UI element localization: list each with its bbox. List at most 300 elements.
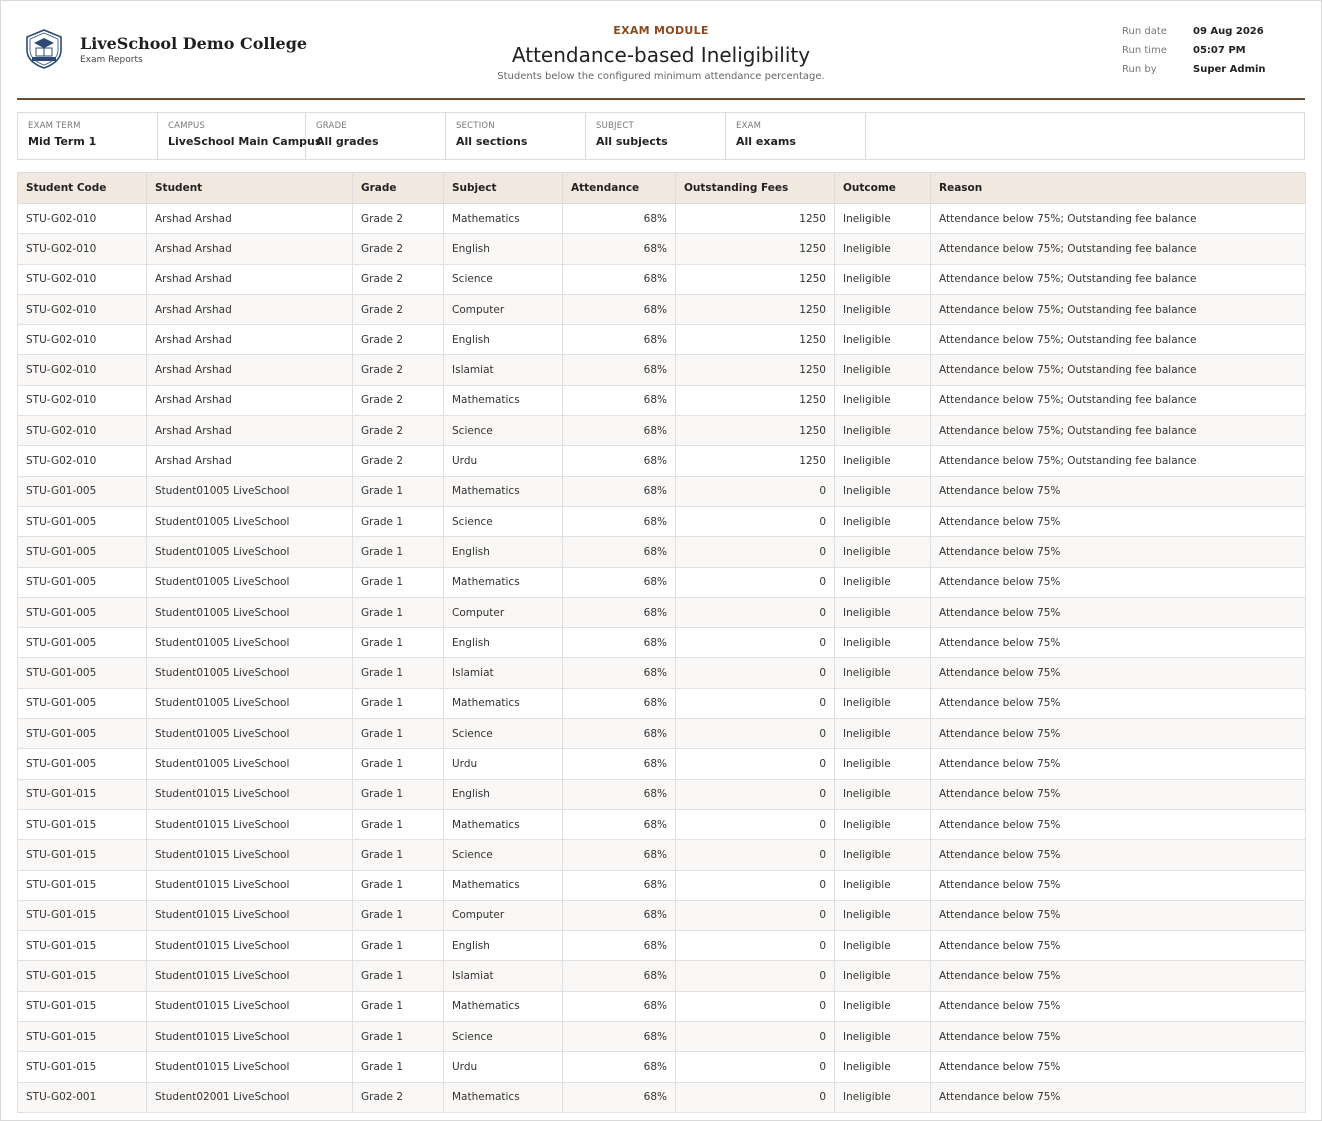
cell-reason: Attendance below 75%; Outstanding fee balance	[931, 446, 1306, 476]
cell-student-name: Student01005 LiveSchool	[147, 537, 353, 567]
cell-outcome: Ineligible	[835, 809, 931, 839]
cell-reason: Attendance below 75%	[931, 719, 1306, 749]
cell-grade: Grade 1	[353, 1052, 444, 1082]
cell-outstanding-fees: 0	[676, 840, 835, 870]
table-row	[18, 931, 1306, 961]
cell-subject: Science	[444, 1022, 563, 1052]
table-body	[18, 204, 1306, 1113]
cell-outstanding-fees: 0	[676, 476, 835, 506]
cell-grade: Grade 2	[353, 294, 444, 324]
cell-student-name: Arshad Arshad	[147, 264, 353, 294]
cell-outstanding-fees: 0	[676, 1052, 835, 1082]
cell-student-name: Student01005 LiveSchool	[147, 476, 353, 506]
cell-student-name: Arshad Arshad	[147, 234, 353, 264]
cell-attendance: 68%	[563, 537, 676, 567]
cell-student-code: STU-G02-010	[18, 416, 147, 446]
cell-outcome: Ineligible	[835, 506, 931, 536]
col-grade: Grade	[353, 173, 444, 204]
cell-student-code: STU-G02-010	[18, 264, 147, 294]
cell-subject: Mathematics	[444, 476, 563, 506]
cell-student-code: STU-G01-015	[18, 991, 147, 1021]
cell-grade: Grade 1	[353, 1022, 444, 1052]
cell-subject: Mathematics	[444, 809, 563, 839]
table-row	[18, 476, 1306, 506]
cell-grade: Grade 2	[353, 416, 444, 446]
table-row	[18, 567, 1306, 597]
cell-outcome: Ineligible	[835, 749, 931, 779]
cell-outcome: Ineligible	[835, 385, 931, 415]
table-row	[18, 870, 1306, 900]
cell-outstanding-fees: 1250	[676, 385, 835, 415]
table-row	[18, 688, 1306, 718]
cell-subject: Science	[444, 719, 563, 749]
page-subtitle: Students below the configured minimum attendance percentage.	[497, 71, 825, 82]
cell-attendance: 68%	[563, 567, 676, 597]
cell-reason: Attendance below 75%; Outstanding fee balance	[931, 325, 1306, 355]
cell-outcome: Ineligible	[835, 1082, 931, 1112]
cell-grade: Grade 1	[353, 506, 444, 536]
table-row	[18, 264, 1306, 294]
cell-outstanding-fees: 0	[676, 1082, 835, 1112]
cell-attendance: 68%	[563, 416, 676, 446]
cell-student-name: Student01015 LiveSchool	[147, 1022, 353, 1052]
cell-subject: Science	[444, 840, 563, 870]
cell-outcome: Ineligible	[835, 416, 931, 446]
cell-grade: Grade 1	[353, 870, 444, 900]
cell-outstanding-fees: 0	[676, 688, 835, 718]
cell-student-code: STU-G01-005	[18, 719, 147, 749]
cell-student-code: STU-G02-010	[18, 385, 147, 415]
filter-value: All sections	[456, 135, 528, 148]
module-label: EXAM MODULE	[613, 24, 709, 37]
cell-outcome: Ineligible	[835, 234, 931, 264]
cell-attendance: 68%	[563, 597, 676, 627]
cell-outstanding-fees: 0	[676, 567, 835, 597]
cell-outcome: Ineligible	[835, 204, 931, 234]
cell-student-name: Arshad Arshad	[147, 355, 353, 385]
filter-label: EXAM	[736, 121, 762, 131]
cell-subject: English	[444, 234, 563, 264]
cell-outstanding-fees: 0	[676, 900, 835, 930]
cell-outcome: Ineligible	[835, 294, 931, 324]
table-row	[18, 961, 1306, 991]
cell-student-code: STU-G01-005	[18, 506, 147, 536]
cell-attendance: 68%	[563, 1052, 676, 1082]
cell-outcome: Ineligible	[835, 658, 931, 688]
cell-grade: Grade 1	[353, 658, 444, 688]
cell-reason: Attendance below 75%	[931, 779, 1306, 809]
table-row	[18, 840, 1306, 870]
cell-grade: Grade 1	[353, 900, 444, 930]
table-row	[18, 325, 1306, 355]
cell-subject: Mathematics	[444, 385, 563, 415]
table-row	[18, 1022, 1306, 1052]
run-date	[1122, 26, 1266, 45]
cell-student-code: STU-G01-015	[18, 779, 147, 809]
cell-outcome: Ineligible	[835, 597, 931, 627]
meta-value: 09 Aug 2026	[1193, 26, 1264, 37]
cell-reason: Attendance below 75%	[931, 1082, 1306, 1112]
run-time	[1122, 45, 1266, 64]
cell-subject: Urdu	[444, 1052, 563, 1082]
col-outstanding-fees: Outstanding Fees	[676, 173, 835, 204]
cell-outstanding-fees: 0	[676, 628, 835, 658]
cell-subject: Mathematics	[444, 991, 563, 1021]
filter-section	[446, 113, 586, 159]
cell-student-name: Student01005 LiveSchool	[147, 628, 353, 658]
cell-attendance: 68%	[563, 325, 676, 355]
table-row	[18, 628, 1306, 658]
cell-grade: Grade 1	[353, 597, 444, 627]
filter-value: All exams	[736, 135, 796, 148]
cell-outcome: Ineligible	[835, 264, 931, 294]
cell-grade: Grade 2	[353, 385, 444, 415]
cell-subject: Mathematics	[444, 688, 563, 718]
cell-attendance: 68%	[563, 446, 676, 476]
run-meta	[1122, 26, 1266, 83]
cell-student-code: STU-G02-010	[18, 234, 147, 264]
table-row	[18, 506, 1306, 536]
table-row	[18, 991, 1306, 1021]
cell-outstanding-fees: 0	[676, 991, 835, 1021]
cell-outcome: Ineligible	[835, 1052, 931, 1082]
meta-label: Run date	[1122, 26, 1167, 37]
cell-grade: Grade 1	[353, 567, 444, 597]
cell-student-code: STU-G01-005	[18, 567, 147, 597]
filter-value: LiveSchool Main Campus	[168, 135, 322, 148]
cell-reason: Attendance below 75%	[931, 537, 1306, 567]
cell-subject: English	[444, 931, 563, 961]
meta-label: Run by	[1122, 64, 1157, 75]
cell-outcome: Ineligible	[835, 779, 931, 809]
filter-value: All grades	[316, 135, 379, 148]
table-row	[18, 294, 1306, 324]
cell-reason: Attendance below 75%; Outstanding fee balance	[931, 385, 1306, 415]
table-row	[18, 204, 1306, 234]
cell-student-code: STU-G02-010	[18, 325, 147, 355]
table-row	[18, 1082, 1306, 1112]
cell-student-code: STU-G01-015	[18, 1052, 147, 1082]
cell-reason: Attendance below 75%	[931, 931, 1306, 961]
cell-reason: Attendance below 75%; Outstanding fee balance	[931, 355, 1306, 385]
cell-student-code: STU-G02-010	[18, 294, 147, 324]
cell-outcome: Ineligible	[835, 476, 931, 506]
table-row	[18, 597, 1306, 627]
cell-student-name: Arshad Arshad	[147, 416, 353, 446]
cell-grade: Grade 1	[353, 840, 444, 870]
cell-outstanding-fees: 1250	[676, 294, 835, 324]
cell-reason: Attendance below 75%	[931, 688, 1306, 718]
cell-reason: Attendance below 75%	[931, 1052, 1306, 1082]
cell-student-code: STU-G01-005	[18, 537, 147, 567]
cell-reason: Attendance below 75%	[931, 628, 1306, 658]
cell-reason: Attendance below 75%	[931, 1022, 1306, 1052]
cell-outcome: Ineligible	[835, 870, 931, 900]
cell-attendance: 68%	[563, 264, 676, 294]
cell-student-code: STU-G01-015	[18, 809, 147, 839]
cell-student-name: Student01015 LiveSchool	[147, 931, 353, 961]
cell-attendance: 68%	[563, 234, 676, 264]
filter-exam-term	[18, 113, 158, 159]
cell-reason: Attendance below 75%	[931, 567, 1306, 597]
cell-student-code: STU-G01-015	[18, 870, 147, 900]
cell-subject: Science	[444, 506, 563, 536]
cell-student-name: Student01005 LiveSchool	[147, 688, 353, 718]
cell-attendance: 68%	[563, 355, 676, 385]
cell-attendance: 68%	[563, 961, 676, 991]
cell-outstanding-fees: 0	[676, 537, 835, 567]
cell-student-code: STU-G01-015	[18, 961, 147, 991]
cell-outstanding-fees: 1250	[676, 416, 835, 446]
cell-outstanding-fees: 1250	[676, 234, 835, 264]
cell-reason: Attendance below 75%	[931, 870, 1306, 900]
cell-student-name: Student01015 LiveSchool	[147, 840, 353, 870]
cell-outcome: Ineligible	[835, 446, 931, 476]
cell-reason: Attendance below 75%	[931, 840, 1306, 870]
cell-grade: Grade 1	[353, 719, 444, 749]
cell-subject: English	[444, 325, 563, 355]
cell-grade: Grade 2	[353, 325, 444, 355]
cell-outstanding-fees: 0	[676, 931, 835, 961]
cell-outcome: Ineligible	[835, 961, 931, 991]
filter-label: GRADE	[316, 121, 347, 131]
cell-outcome: Ineligible	[835, 325, 931, 355]
cell-student-name: Student01005 LiveSchool	[147, 597, 353, 627]
cell-subject: Computer	[444, 900, 563, 930]
cell-attendance: 68%	[563, 506, 676, 536]
cell-grade: Grade 2	[353, 234, 444, 264]
cell-reason: Attendance below 75%	[931, 749, 1306, 779]
cell-outstanding-fees: 0	[676, 870, 835, 900]
cell-grade: Grade 2	[353, 264, 444, 294]
filter-label: CAMPUS	[168, 121, 206, 131]
cell-student-code: STU-G01-005	[18, 688, 147, 718]
filter-label: EXAM TERM	[28, 121, 81, 131]
col-attendance: Attendance	[563, 173, 676, 204]
cell-grade: Grade 1	[353, 537, 444, 567]
cell-student-code: STU-G01-015	[18, 931, 147, 961]
cell-subject: Computer	[444, 294, 563, 324]
cell-student-name: Arshad Arshad	[147, 385, 353, 415]
col-student-code: Student Code	[18, 173, 147, 204]
cell-subject: English	[444, 537, 563, 567]
filter-grade	[306, 113, 446, 159]
filter-label: SECTION	[456, 121, 495, 131]
cell-reason: Attendance below 75%; Outstanding fee balance	[931, 204, 1306, 234]
col-outcome: Outcome	[835, 173, 931, 204]
cell-outcome: Ineligible	[835, 719, 931, 749]
cell-outstanding-fees: 0	[676, 809, 835, 839]
cell-reason: Attendance below 75%	[931, 658, 1306, 688]
cell-subject: Islamiat	[444, 961, 563, 991]
cell-student-code: STU-G01-005	[18, 749, 147, 779]
cell-outstanding-fees: 1250	[676, 446, 835, 476]
cell-reason: Attendance below 75%	[931, 991, 1306, 1021]
cell-outstanding-fees: 0	[676, 779, 835, 809]
ineligibility-table	[17, 172, 1306, 1113]
cell-outstanding-fees: 0	[676, 961, 835, 991]
filter-value: Mid Term 1	[28, 135, 97, 148]
cell-outcome: Ineligible	[835, 628, 931, 658]
filter-subject	[586, 113, 726, 159]
cell-outcome: Ineligible	[835, 991, 931, 1021]
cell-grade: Grade 1	[353, 476, 444, 506]
table-row	[18, 416, 1306, 446]
cell-student-code: STU-G01-005	[18, 597, 147, 627]
cell-subject: English	[444, 628, 563, 658]
table-row	[18, 809, 1306, 839]
cell-student-name: Student01005 LiveSchool	[147, 567, 353, 597]
cell-student-code: STU-G01-015	[18, 840, 147, 870]
cell-subject: Mathematics	[444, 204, 563, 234]
cell-grade: Grade 1	[353, 931, 444, 961]
cell-grade: Grade 1	[353, 688, 444, 718]
cell-reason: Attendance below 75%; Outstanding fee balance	[931, 264, 1306, 294]
table-row	[18, 385, 1306, 415]
cell-student-name: Student01015 LiveSchool	[147, 991, 353, 1021]
cell-outstanding-fees: 1250	[676, 325, 835, 355]
cell-subject: Urdu	[444, 446, 563, 476]
cell-outcome: Ineligible	[835, 355, 931, 385]
cell-student-name: Student01005 LiveSchool	[147, 658, 353, 688]
cell-outstanding-fees: 0	[676, 506, 835, 536]
cell-subject: Computer	[444, 597, 563, 627]
cell-student-name: Student01015 LiveSchool	[147, 900, 353, 930]
cell-student-code: STU-G02-010	[18, 446, 147, 476]
cell-attendance: 68%	[563, 1082, 676, 1112]
cell-student-code: STU-G01-005	[18, 658, 147, 688]
cell-subject: Islamiat	[444, 355, 563, 385]
col-subject: Subject	[444, 173, 563, 204]
meta-value: Super Admin	[1193, 64, 1266, 75]
cell-grade: Grade 1	[353, 809, 444, 839]
meta-value: 05:07 PM	[1193, 45, 1246, 56]
cell-attendance: 68%	[563, 688, 676, 718]
cell-outcome: Ineligible	[835, 537, 931, 567]
table-row	[18, 658, 1306, 688]
cell-attendance: 68%	[563, 809, 676, 839]
cell-attendance: 68%	[563, 840, 676, 870]
cell-outstanding-fees: 1250	[676, 264, 835, 294]
cell-outstanding-fees: 0	[676, 658, 835, 688]
cell-student-code: STU-G01-005	[18, 476, 147, 506]
cell-reason: Attendance below 75%	[931, 809, 1306, 839]
filter-summary	[17, 112, 1305, 160]
cell-student-name: Student01015 LiveSchool	[147, 779, 353, 809]
cell-attendance: 68%	[563, 779, 676, 809]
cell-grade: Grade 2	[353, 1082, 444, 1112]
cell-student-name: Arshad Arshad	[147, 446, 353, 476]
cell-reason: Attendance below 75%; Outstanding fee balance	[931, 416, 1306, 446]
cell-outcome: Ineligible	[835, 1022, 931, 1052]
cell-reason: Attendance below 75%; Outstanding fee balance	[931, 234, 1306, 264]
cell-student-name: Student01015 LiveSchool	[147, 809, 353, 839]
table-row	[18, 900, 1306, 930]
cell-subject: Science	[444, 264, 563, 294]
cell-subject: Mathematics	[444, 870, 563, 900]
cell-reason: Attendance below 75%	[931, 506, 1306, 536]
filter-exam	[726, 113, 866, 159]
cell-attendance: 68%	[563, 476, 676, 506]
cell-grade: Grade 1	[353, 628, 444, 658]
table-row	[18, 779, 1306, 809]
cell-reason: Attendance below 75%	[931, 597, 1306, 627]
cell-subject: Mathematics	[444, 1082, 563, 1112]
cell-grade: Grade 1	[353, 779, 444, 809]
cell-subject: Science	[444, 416, 563, 446]
filter-campus	[158, 113, 322, 159]
table-row	[18, 355, 1306, 385]
cell-attendance: 68%	[563, 719, 676, 749]
page-title: Attendance-based Ineligibility	[511, 43, 811, 67]
cell-student-code: STU-G01-015	[18, 1022, 147, 1052]
table-row	[18, 1052, 1306, 1082]
filter-value: All subjects	[596, 135, 668, 148]
cell-reason: Attendance below 75%	[931, 476, 1306, 506]
cell-student-code: STU-G02-010	[18, 204, 147, 234]
cell-attendance: 68%	[563, 628, 676, 658]
cell-outstanding-fees: 1250	[676, 204, 835, 234]
cell-attendance: 68%	[563, 385, 676, 415]
cell-subject: Urdu	[444, 749, 563, 779]
cell-outcome: Ineligible	[835, 840, 931, 870]
cell-grade: Grade 1	[353, 961, 444, 991]
cell-student-name: Student01015 LiveSchool	[147, 1052, 353, 1082]
table-row	[18, 537, 1306, 567]
cell-attendance: 68%	[563, 658, 676, 688]
org-subtitle: Exam Reports	[80, 55, 143, 65]
cell-student-name: Student01015 LiveSchool	[147, 870, 353, 900]
cell-student-name: Arshad Arshad	[147, 325, 353, 355]
table-row	[18, 719, 1306, 749]
col-reason: Reason	[931, 173, 1306, 204]
cell-attendance: 68%	[563, 931, 676, 961]
cell-subject: Mathematics	[444, 567, 563, 597]
cell-grade: Grade 1	[353, 991, 444, 1021]
table-row	[18, 234, 1306, 264]
cell-attendance: 68%	[563, 294, 676, 324]
cell-student-name: Student01005 LiveSchool	[147, 749, 353, 779]
cell-reason: Attendance below 75%	[931, 900, 1306, 930]
cell-student-name: Student02001 LiveSchool	[147, 1082, 353, 1112]
table-header-row	[18, 173, 1306, 204]
cell-student-name: Student01015 LiveSchool	[147, 961, 353, 991]
cell-outstanding-fees: 0	[676, 719, 835, 749]
cell-student-name: Student01005 LiveSchool	[147, 506, 353, 536]
cell-grade: Grade 2	[353, 446, 444, 476]
cell-reason: Attendance below 75%	[931, 961, 1306, 991]
cell-student-name: Arshad Arshad	[147, 294, 353, 324]
cell-outcome: Ineligible	[835, 931, 931, 961]
cell-outstanding-fees: 1250	[676, 355, 835, 385]
org-name: LiveSchool Demo College	[80, 34, 308, 53]
cell-student-code: STU-G02-001	[18, 1082, 147, 1112]
cell-outcome: Ineligible	[835, 900, 931, 930]
cell-outcome: Ineligible	[835, 688, 931, 718]
cell-attendance: 68%	[563, 749, 676, 779]
report-header	[17, 0, 1305, 100]
cell-reason: Attendance below 75%; Outstanding fee balance	[931, 294, 1306, 324]
cell-student-code: STU-G01-005	[18, 628, 147, 658]
cell-grade: Grade 2	[353, 355, 444, 385]
cell-outstanding-fees: 0	[676, 597, 835, 627]
col-student: Student	[147, 173, 353, 204]
cell-student-code: STU-G02-010	[18, 355, 147, 385]
cell-attendance: 68%	[563, 900, 676, 930]
table-row	[18, 749, 1306, 779]
meta-label: Run time	[1122, 45, 1167, 56]
cell-outstanding-fees: 0	[676, 1022, 835, 1052]
